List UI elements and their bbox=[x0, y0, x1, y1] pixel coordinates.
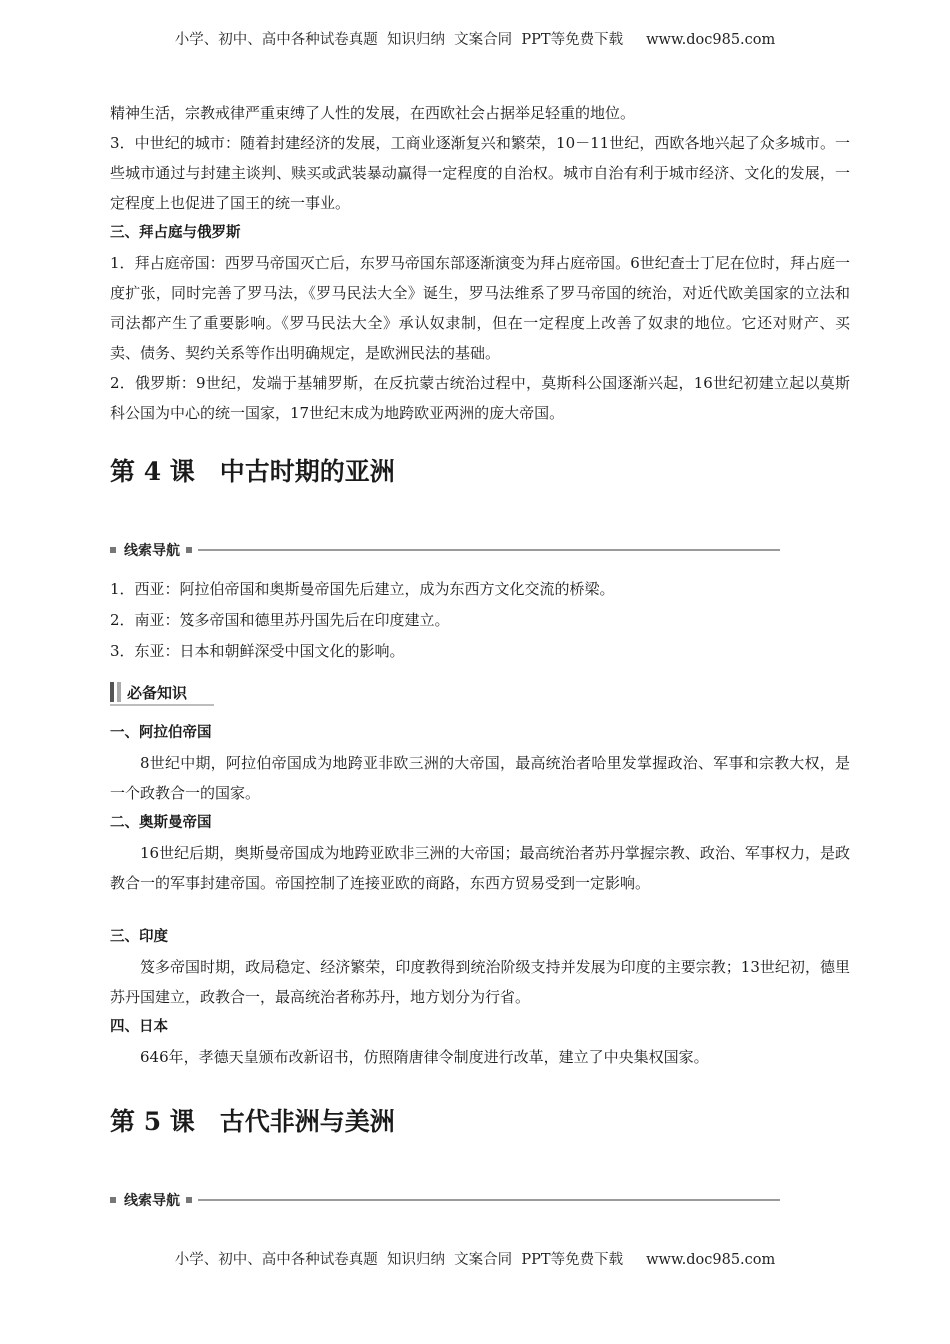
lesson-title: 第 5 课 古代非洲与美洲 bbox=[110, 1107, 395, 1136]
bibei-label: 必备知识 bbox=[127, 683, 188, 702]
paragraph: 646年，孝德天皇颁布改新诏书，仿照隋唐律令制度进行改革，建立了中央集权国家。 bbox=[140, 1048, 709, 1066]
knowledge-block-2 bbox=[110, 922, 850, 1072]
underline bbox=[110, 704, 214, 706]
page-header: 小学、初中、高中各种试卷真题 知识归纳 文案合同 PPT等免费下载 www.doc985.com bbox=[174, 32, 776, 48]
nav-divider bbox=[110, 1190, 780, 1210]
square-icon bbox=[186, 547, 192, 553]
nav-list bbox=[110, 574, 850, 667]
section-heading: 二、奥斯曼帝国 bbox=[110, 815, 212, 831]
bar-icon bbox=[117, 682, 121, 702]
paragraph: 笈多帝国时期，政局稳定、经济繁荣，印度教得到统治阶级支持并发展为印度的主要宗教；13世纪初，德里苏丹国建立，政教合一，最高统治者称苏丹，地方划分为行省。 bbox=[110, 958, 850, 1006]
divider-line bbox=[198, 1199, 780, 1201]
paragraph: 8世纪中期，阿拉伯帝国成为地跨亚非欧三洲的大帝国，最高统治者哈里发掌握政治、军事和宗教大权，是一个政教合一的国家。 bbox=[110, 754, 850, 802]
list-item: 1．西亚：阿拉伯帝国和奥斯曼帝国先后建立，成为东西方文化交流的桥梁。 bbox=[110, 580, 615, 598]
paragraph: 精神生活，宗教戒律严重束缚了人性的发展，在西欧社会占据举足轻重的地位。 bbox=[110, 104, 636, 122]
page-footer: 小学、初中、高中各种试卷真题 知识归纳 文案合同 PPT等免费下载 www.doc985.com bbox=[174, 1252, 776, 1268]
square-icon bbox=[110, 1197, 116, 1203]
lesson-title: 第 4 课 中古时期的亚洲 bbox=[110, 457, 395, 486]
knowledge-block-1 bbox=[110, 718, 850, 898]
section-heading: 四、日本 bbox=[110, 1019, 168, 1035]
paragraph: 3．中世纪的城市：随着封建经济的发展，工商业逐渐复兴和繁荣，10－11世纪，西欧各地兴起了众多城市。一些城市通过与封建主谈判、赎买或武装暴动赢得一定程度的自治权。城市自治有利于城市经济、文化的发展，一定程度上也促进了国王的统一事业。 bbox=[110, 134, 850, 212]
nav-label: 线索导航 bbox=[124, 543, 180, 559]
list-item: 2．南亚：笈多帝国和德里苏丹国先后在印度建立。 bbox=[110, 611, 450, 629]
section-heading: 一、阿拉伯帝国 bbox=[110, 725, 212, 741]
section-heading: 三、拜占庭与俄罗斯 bbox=[110, 225, 241, 241]
list-item: 3．东亚：日本和朝鲜深受中国文化的影响。 bbox=[110, 642, 405, 660]
paragraph: 1．拜占庭帝国：西罗马帝国灭亡后，东罗马帝国东部逐渐演变为拜占庭帝国。6世纪查士丁尼在位时，拜占庭一度扩张，同时完善了罗马法，《罗马民法大全》诞生，罗马法维系了罗马帝国的统治，对近代欧美国家的立法和司法都产生了重要影响。《罗马民法大全》承认奴隶制，但在一定程度上改善了奴隶的地位。它还对财产、买卖、债务、契约关系等作出明确规定，是欧洲民法的基础。 bbox=[110, 254, 850, 362]
paragraph: 16世纪后期，奥斯曼帝国成为地跨亚欧非三洲的大帝国；最高统治者苏丹掌握宗教、政治、军事权力，是政教合一的军事封建帝国。帝国控制了连接亚欧的商路，东西方贸易受到一定影响。 bbox=[110, 844, 850, 892]
top-section bbox=[110, 98, 850, 428]
bibei-heading bbox=[110, 680, 214, 704]
square-icon bbox=[110, 547, 116, 553]
section-heading: 三、印度 bbox=[110, 929, 168, 945]
nav-divider bbox=[110, 540, 780, 560]
paragraph: 2．俄罗斯：9世纪，发端于基辅罗斯，在反抗蒙古统治过程中，莫斯科公国逐渐兴起，16世纪初建立起以莫斯科公国为中心的统一国家，17世纪末成为地跨欧亚两洲的庞大帝国。 bbox=[110, 374, 850, 422]
divider-line bbox=[198, 549, 780, 551]
bar-icon bbox=[110, 682, 114, 702]
square-icon bbox=[186, 1197, 192, 1203]
nav-label: 线索导航 bbox=[124, 1193, 180, 1209]
